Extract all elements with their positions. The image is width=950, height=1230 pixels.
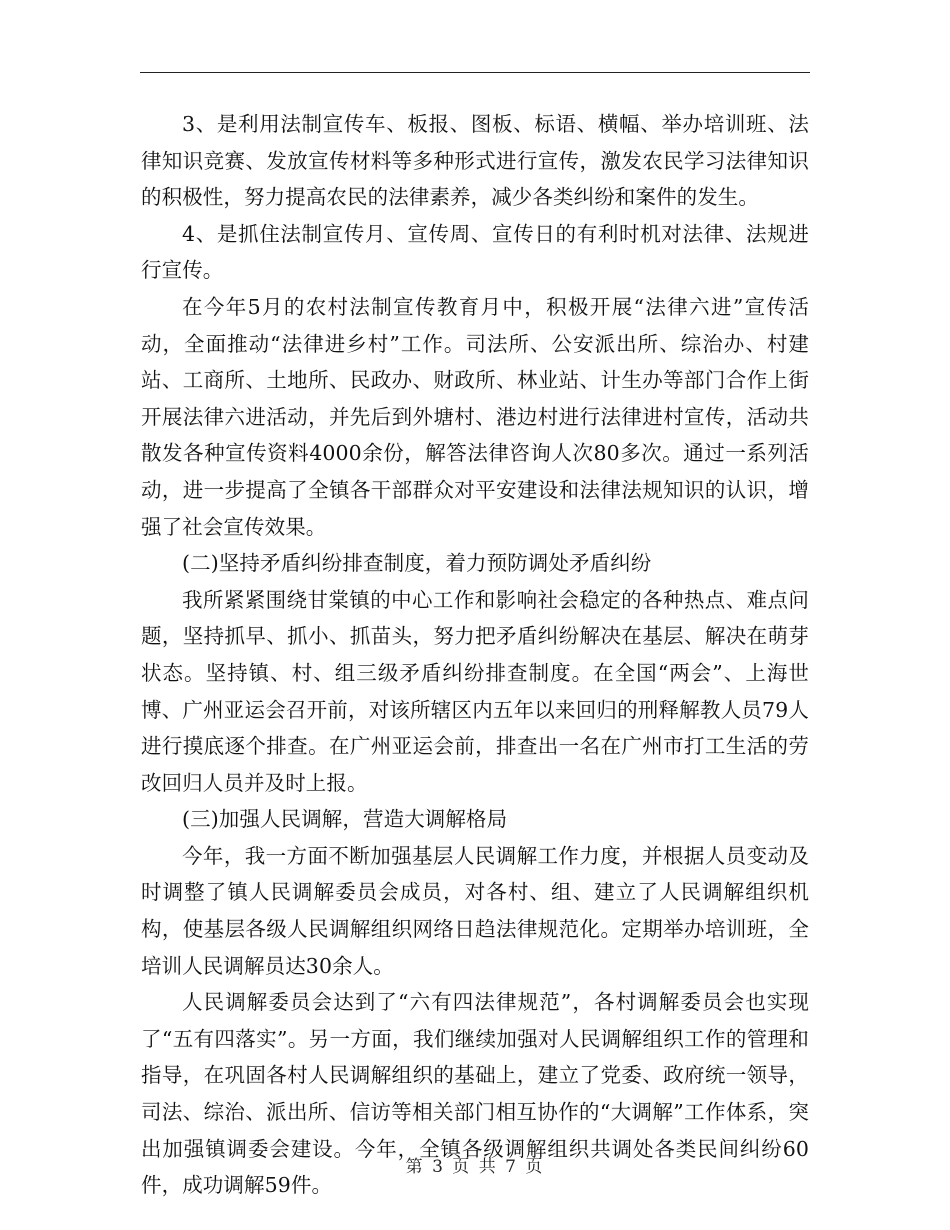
section-heading-dispute-screening: (二)坚持矛盾纠纷排查制度，着力预防调处矛盾纠纷: [182, 551, 652, 576]
paragraph-publicity-methods: 3、是利用法制宣传车、板报、图板、标语、横幅、举办培训班、法律知识竞赛、发放宣传材料等多种形式进行宣传，激发农民学习法律知识的积极性，努力提高农民的法律素养，减少各类纠纷和案件的发生。: [141, 112, 809, 210]
paragraph-publicity-timing: 4、是抓住法制宣传月、宣传周、宣传日的有利时机对法律、法规进行宣传。: [141, 221, 809, 283]
section-heading-mediation: (三)加强人民调解，营造大调解格局: [182, 807, 508, 832]
paragraph-legal-month: 在今年5月的农村法制宣传教育月中，积极开展“法律六进”宣传活动，全面推动“法律进乡村”工作。司法所、公安派出所、综治办、村建站、工商所、土地所、民政办、财政所、林业站、计生办等部门合作上街开展法律六进活动，并先后到外塘村、港边村进行法律进村宣传，活动共散发各种宣传资料4000余份，解答法律咨询人次80多次。通过一系列活动，进一步提高了全镇各干部群众对平安建设和法律法规知识的认识，增强了社会宣传效果。: [141, 294, 809, 539]
header-rule: [140, 72, 810, 73]
paragraph-mediation-results: 人民调解委员会达到了“六有四法律规范”，各村调解委员会也实现了“五有四落实”。另一方面，我们继续加强对人民调解组织工作的管理和指导，在巩固各村人民调解组织的基础上，建立了党委、政府统一领导，司法、综治、派出所、信访等相关部门相互协作的“大调解”工作体系，突出加强镇调委会建设。今年，全镇各级调解组织共调处各类民间纠纷60件，成功调解59件。: [141, 990, 809, 1198]
page-number-footer: 第 3 页 共 7 页: [405, 1157, 545, 1177]
body-text: [141, 106, 809, 1204]
paragraph-dispute-screening: 我所紧紧围绕甘棠镇的中心工作和影响社会稳定的各种热点、难点问题，坚持抓早、抓小、抓苗头，努力把矛盾纠纷解决在基层、解决在萌芽状态。坚持镇、村、组三级矛盾纠纷排查制度。在全国“两会”、上海世博、广州亚运会召开前，对该所辖区内五年以来回归的刑释解教人员79人进行摸底逐个排查。在广州亚运会前，排查出一名在广州市打工生活的劳改回归人员并及时上报。: [141, 587, 809, 795]
paragraph-mediation-training: 今年，我一方面不断加强基层人民调解工作力度，并根据人员变动及时调整了镇人民调解委员会成员，对各村、组、建立了人民调解组织机构，使基层各级人民调解组织网络日趋法律规范化。定期举办培训班，全培训人民调解员达30余人。: [141, 843, 809, 978]
